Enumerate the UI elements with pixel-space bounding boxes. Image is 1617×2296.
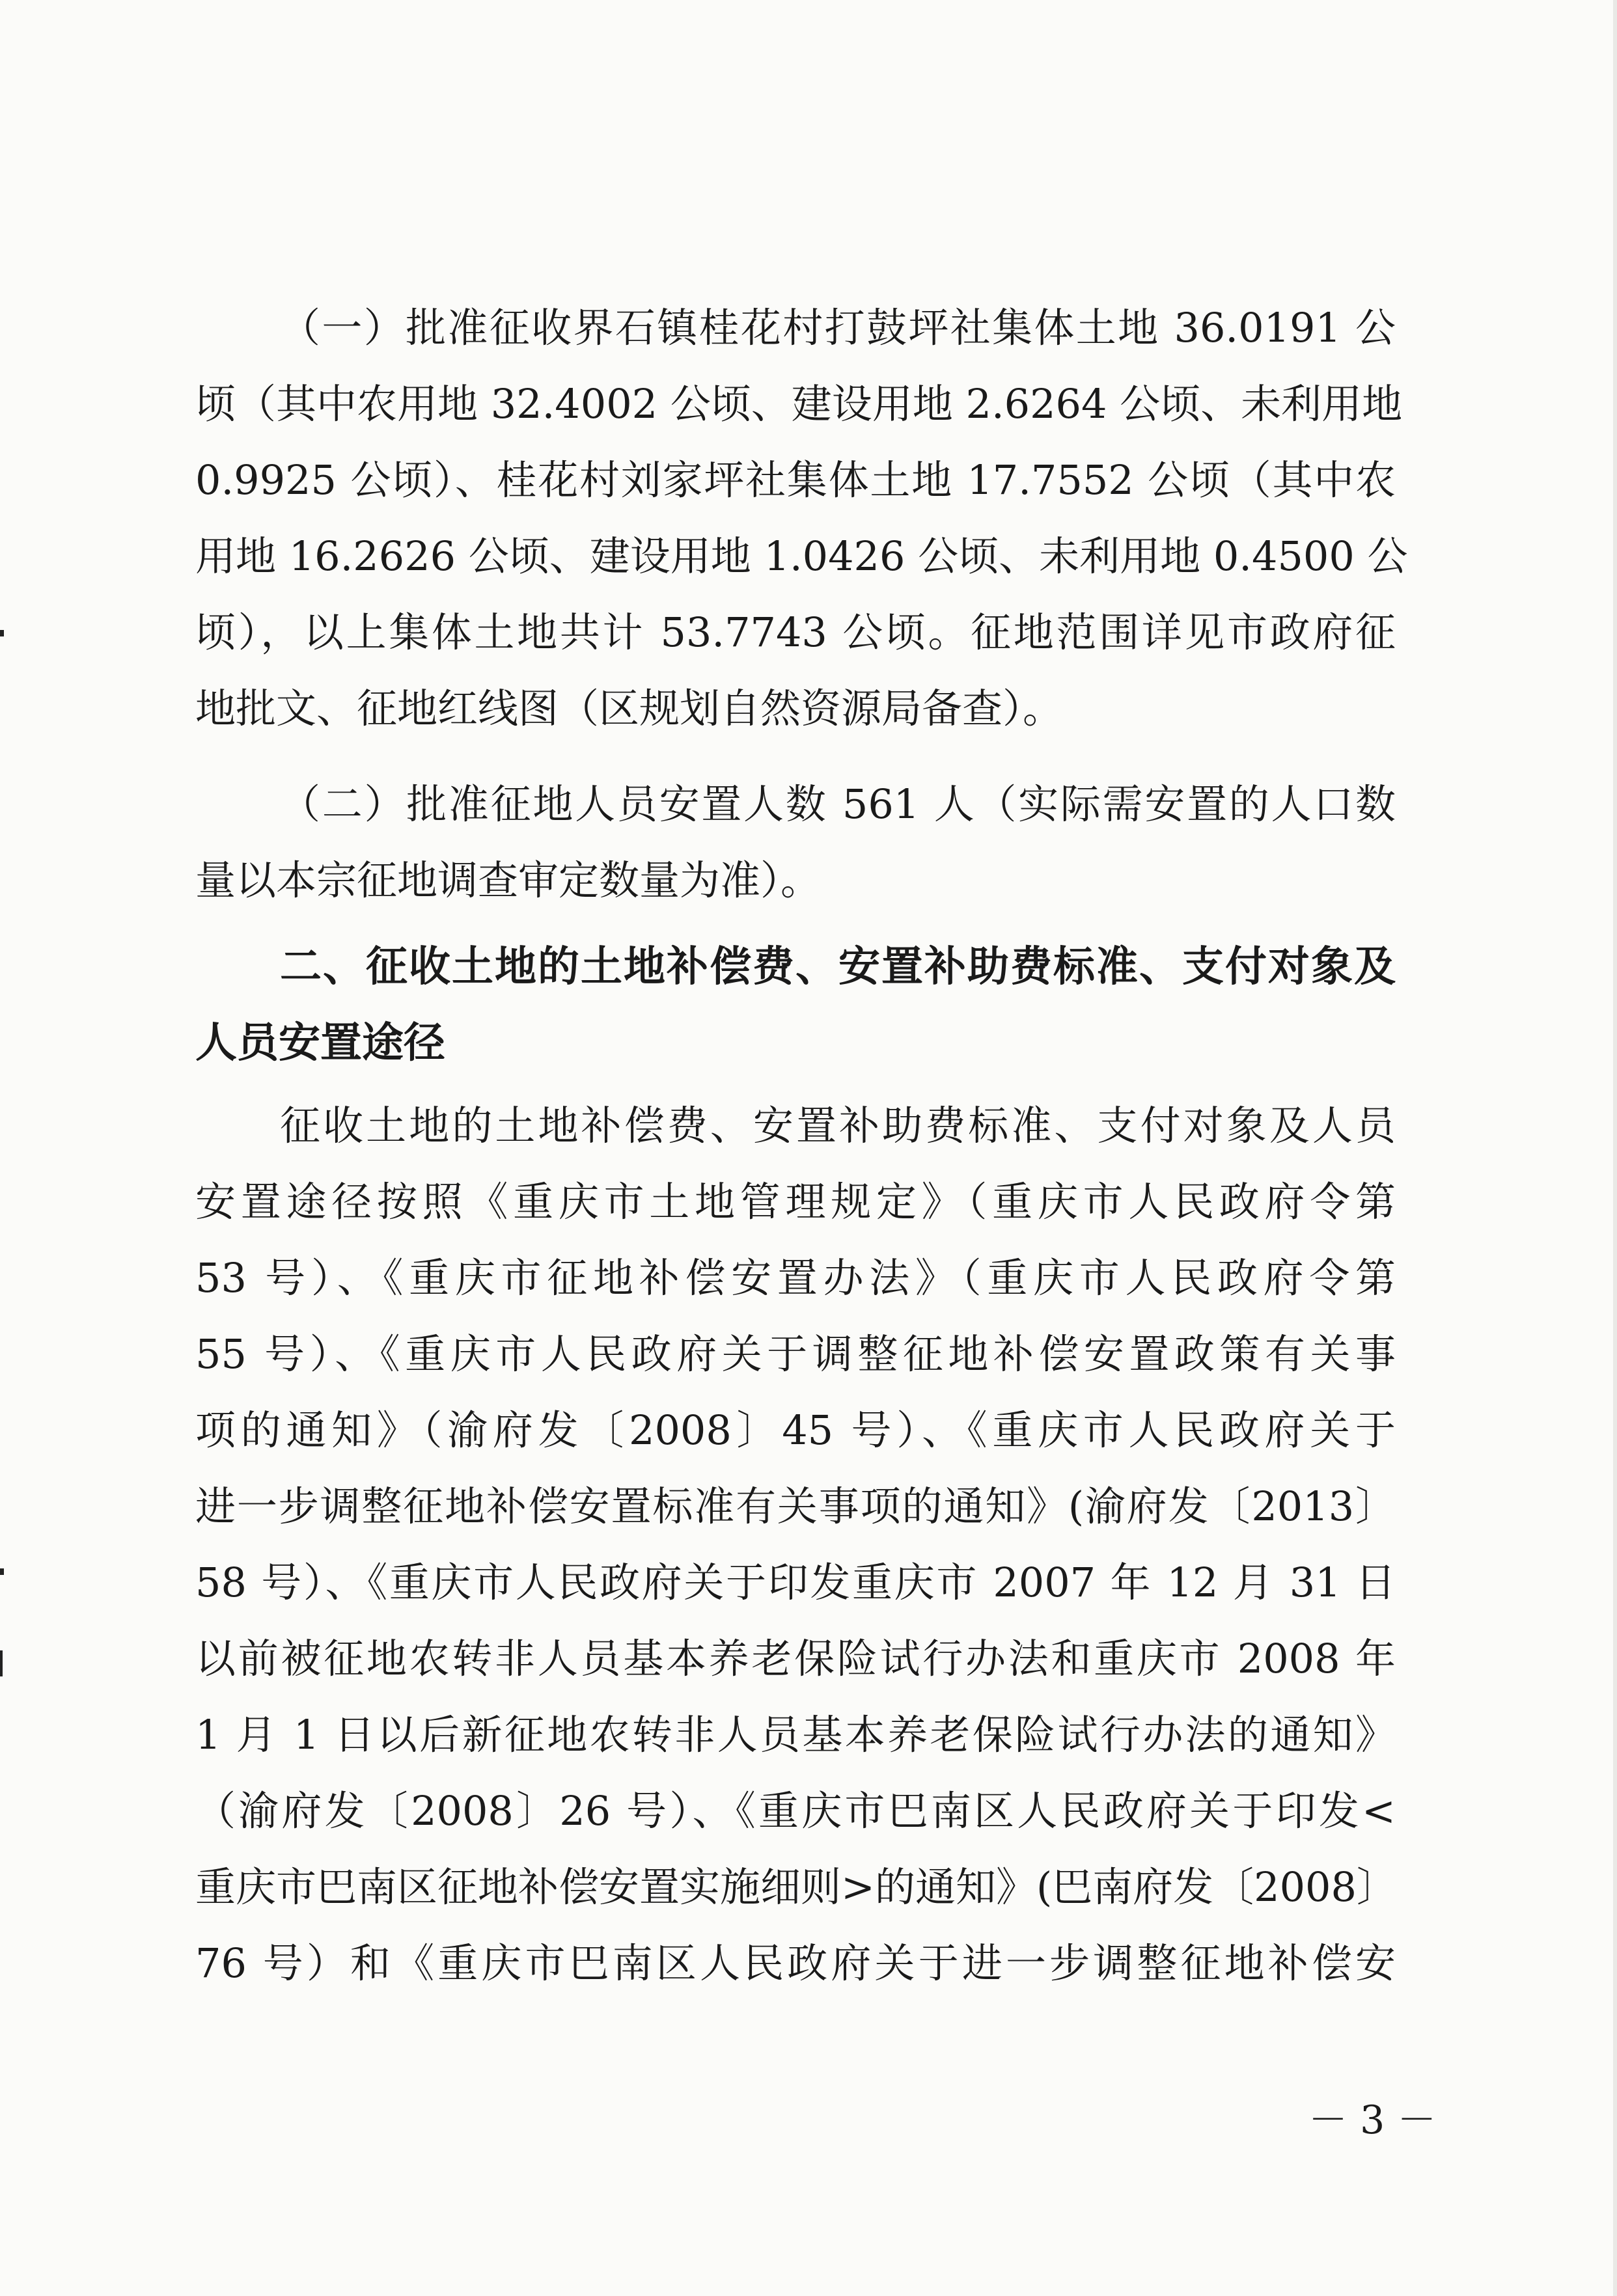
body-text-line: 量以本宗征地调查审定数量为准）。	[195, 856, 822, 904]
body-text-line: 0.9925 公顷）、桂花村刘家坪社集体土地 17.7552 公顷（其中农	[195, 456, 1396, 504]
scan-mark	[0, 630, 4, 636]
body-text-line: 53 号）、《重庆市征地补偿安置办法》（重庆市人民政府令第	[195, 1254, 1396, 1302]
body-text-line: 76 号）和《重庆市巴南区人民政府关于进一步调整征地补偿安	[195, 1939, 1396, 1987]
body-text-line: 地批文、征地红线图（区规划自然资源局备查）。	[195, 685, 1064, 732]
body-text-line: 55 号）、《重庆市人民政府关于调整征地补偿安置政策有关事	[195, 1330, 1396, 1378]
body-text-line: 顷（其中农用地 32.4002 公顷、建设用地 2.6264 公顷、未利用地	[195, 380, 1403, 428]
page-edge	[1613, 0, 1617, 2296]
body-text-line: 1 月 1 日以后新征地农转非人员基本养老保险试行办法的通知》	[195, 1711, 1396, 1758]
body-text-line: 进一步调整征地补偿安置标准有关事项的通知》(渝府发〔2013〕	[195, 1483, 1396, 1530]
body-text-line: 安置途径按照《重庆市土地管理规定》（重庆市人民政府令第	[195, 1178, 1396, 1225]
body-text-line: 征收土地的土地补偿费、安置补助费标准、支付对象及人员	[280, 1102, 1396, 1149]
section-heading: 二、征收土地的土地补偿费、安置补助费标准、支付对象及	[280, 943, 1396, 991]
body-text-line: 项的通知》（渝府发〔2008〕45 号）、《重庆市人民政府关于	[195, 1406, 1396, 1454]
section-heading: 人员安置途径	[195, 1019, 445, 1067]
body-text-line: 58 号）、《重庆市人民政府关于印发重庆市 2007 年 12 月 31 日	[195, 1559, 1396, 1606]
body-text-line: 以前被征地农转非人员基本养老保险试行办法和重庆市 2008 年	[195, 1635, 1396, 1682]
body-text-line: 重庆市巴南区征地补偿安置实施细则>的通知》(巴南府发〔2008〕	[195, 1863, 1397, 1911]
body-text-line: （一）批准征收界石镇桂花村打鼓坪社集体土地 36.0191 公	[280, 304, 1396, 351]
scan-mark	[0, 1568, 4, 1575]
body-text-line: 顷），以上集体土地共计 53.7743 公顷。征地范围详见市政府征	[195, 608, 1396, 656]
scan-mark	[0, 1650, 3, 1676]
body-text-line: （二）批准征地人员安置人数 561 人（实际需安置的人口数	[280, 780, 1396, 828]
body-text-line: （渝府发〔2008〕26 号）、《重庆市巴南区人民政府关于印发<	[195, 1787, 1396, 1835]
page-number: － 3 －	[1308, 2098, 1437, 2143]
body-text-line: 用地 16.2626 公顷、建设用地 1.0426 公顷、未利用地 0.4500 公	[195, 532, 1408, 580]
